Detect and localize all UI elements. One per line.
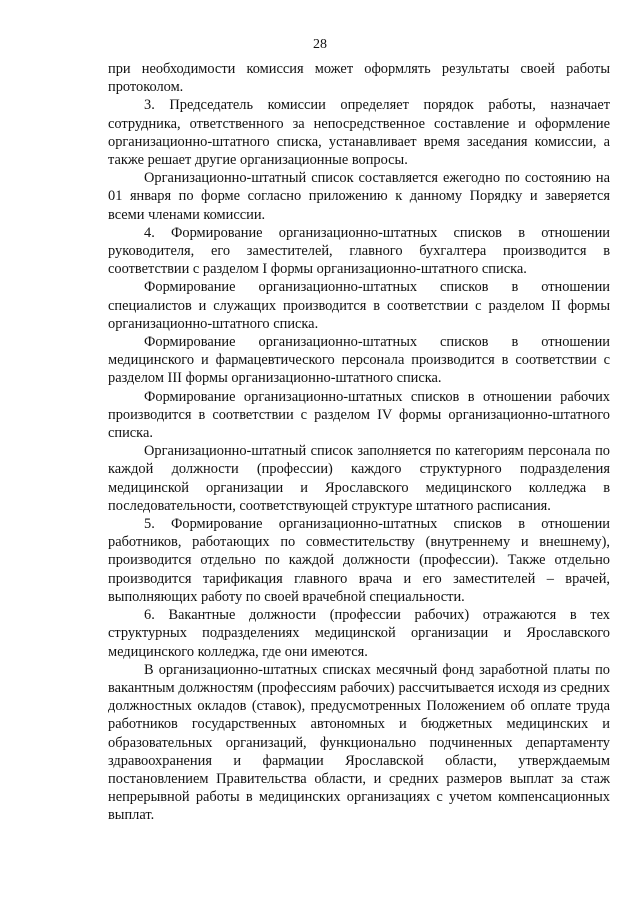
paragraph-item-5: 5. Формирование организационно-штатных списков в отношении работников, работающих по совместительству (внутреннему и внешнему), производится отдельно по каждой должности (профессии). Также отдельно производится тарификация главного врача и его заместителей – врачей, выполняющих работу по своей врачебной специальности. bbox=[108, 516, 610, 605]
paragraph-item-6: 6. Вакантные должности (профессии рабочих) отражаются в тех структурных подразделениях медицинской организации и Ярославского медицинского колледжа, где они имеются. bbox=[108, 607, 610, 660]
paragraph-vacancy-payroll: В организационно-штатных списках месячный фонд заработной платы по вакантным должностям (профессиям рабочих) рассчитывается исходя из средних должностных окладов (ставок), предусмотренных Положением об оплате труда работников государственных автономных и бюджетных медицинских и образовательных организаций, функционально подчиненных департаменту здравоохранения и фармации Ярославской области, утверждаемым постановлением Правительства области, и средних размеров выплат за стаж непрерывной работы в медицинских организациях с учетом компенсационных выплат. bbox=[108, 661, 610, 824]
paragraph-list-filling: Организационно-штатный список заполняется по категориям персонала по каждой должности (профессии) каждого структурного подразделения медицинской организации и Ярославского медицинского колледжа в последовательности, соответствующей структуре штатного расписания. bbox=[108, 443, 610, 514]
paragraph-medical-staff: Формирование организационно-штатных списков в отношении медицинского и фармацевтического персонала производится в соответствии с разделом III формы организационно-штатного списка. bbox=[108, 334, 610, 387]
paragraph-workers: Формирование организационно-штатных списков в отношении рабочих производится в соответствии с разделом IV формы организационно-штатного списка. bbox=[108, 388, 610, 442]
paragraph-continuation: при необходимости комиссия может оформлять результаты своей работы протоколом. bbox=[108, 61, 610, 96]
paragraph-item-4: 4. Формирование организационно-штатных списков в отношении руководителя, его заместителей, главного бухгалтера производится в соответствии с разделом I формы организационно-штатного списка. bbox=[108, 224, 610, 278]
page-number: 28 bbox=[313, 37, 327, 52]
paragraph-specialists: Формирование организационно-штатных списков в отношении специалистов и служащих производится в соответствии с разделом II формы организационно-штатного списка. bbox=[108, 279, 610, 332]
paragraph-item-3: 3. Председатель комиссии определяет порядок работы, назначает сотрудника, ответственного за непосредственное составление и оформление организационно-штатного списка, устанавливает время заседания комиссии, а также решает другие организационные вопросы. bbox=[108, 97, 610, 169]
document-body bbox=[108, 60, 610, 825]
paragraph-list-compilation: Организационно-штатный список составляется ежегодно по состоянию на 01 января по форме согласно приложению к данному Порядку и заверяется всеми членами комиссии. bbox=[108, 170, 610, 223]
